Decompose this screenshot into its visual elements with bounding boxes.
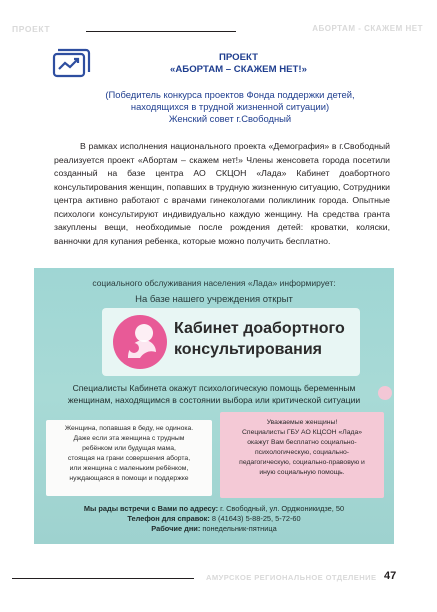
hours-row (34, 524, 394, 534)
right-box-line: психологическую, социально- (255, 449, 349, 456)
right-box-line: окажут Вам бесплатно социально- (247, 439, 357, 446)
left-box-line: или женщина с маленьким ребёнком, (69, 465, 189, 472)
subtitle-line3: Женский совет г.Свободный (168, 113, 292, 124)
poster-specialists-text (42, 382, 386, 406)
right-box-line: Специалисты ГБУ АО КЦСОН «Лада» (241, 429, 362, 436)
address-row (34, 504, 394, 514)
page-number: 47 (384, 570, 397, 582)
cabinet-title-line1: Кабинет доабортного (174, 320, 345, 337)
right-box-line: педагогическую, социально-правовую и (239, 459, 365, 466)
address-label: Мы рады встречи с Вами по адресу: (83, 504, 219, 513)
left-box-line: нуждающаяся в помощи и поддержке (69, 475, 189, 482)
spec-line: женщинам, находящимся в состоянии выбора или критической ситуации (67, 395, 361, 405)
article-title-line2: «АБОРТАМ – СКАЖЕМ НЕТ!» (170, 64, 307, 75)
footer-divider (12, 578, 194, 579)
mother-child-icon (110, 312, 170, 372)
subtitle-line2: находящихся в трудной жизненной ситуации) (130, 101, 330, 112)
body-paragraph: В рамках исполнения национального проекта «Демография» в г.Свободный реализуется проект «Абортам – скажем нет!» Члены женсовета города посетили созданный на базе центра АО СКЦОН «Лада» Кабинет доабортного консультирования женщин, попавших в трудную жизненную ситуацию, Сотрудники центра активно работают с врачами гинекологами поликлиник города. Опытные психологи консультируют индивидуально каждую женщину. На средства гранта закуплены вещи, необходимые после рождения детей: кроватки, коляски, ванночки для купания ребенка, которые можно получить бесплатно. (54, 141, 390, 246)
left-box-line: Даже если эта женщина с трудным (73, 435, 185, 442)
article-body (54, 140, 390, 248)
left-box-line: Женщина, попавшая в беду, не одинока. (64, 425, 194, 432)
poster-photo (34, 268, 394, 544)
phone-row (34, 514, 394, 524)
spec-line: Специалисты Кабинета окажут психологическую помощь беременным (72, 383, 356, 393)
cabinet-title-line2: консультирования (174, 341, 322, 358)
poster-top-text: социального обслуживания населения «Лада» информирует: (92, 278, 336, 288)
header-divider (86, 31, 236, 32)
hours-value: понедельник-пятница (202, 524, 277, 533)
poster-right-box (220, 412, 384, 498)
left-box-line: ребёнком или будущая мама, (82, 445, 176, 452)
footer-department: АМУРСКОЕ РЕГИОНАЛЬНОЕ ОТДЕЛЕНИЕ (206, 573, 377, 582)
phone-value: 8 (41643) 5-88-25, 5-72-60 (211, 514, 301, 523)
poster-base-text: На базе нашего учреждения открыт (135, 294, 293, 305)
right-box-line: Уважаемые женщины! (266, 419, 338, 426)
subtitle-line1: (Победитель конкурса проектов Фонда поддержки детей, (105, 89, 355, 100)
decorative-dot (378, 386, 392, 400)
left-box-line: стоящая на грани совершения аборта, (67, 455, 191, 462)
header-section-label: ПРОЕКТ (12, 24, 51, 34)
cabinet-title (174, 318, 364, 360)
phone-label: Телефон для справок: (127, 514, 210, 523)
poster-contacts (34, 504, 394, 534)
poster-left-box (46, 420, 212, 496)
hours-label: Рабочие дни: (151, 524, 201, 533)
right-box-line: иную социальную помощь. (259, 469, 345, 476)
header-project-label: АБОРТАМ - СКАЖЕМ НЕТ (312, 24, 423, 33)
article-title-line1: ПРОЕКТ (219, 52, 258, 63)
address-value: г. Свободный, ул. Орджоникидзе, 50 (220, 504, 345, 513)
